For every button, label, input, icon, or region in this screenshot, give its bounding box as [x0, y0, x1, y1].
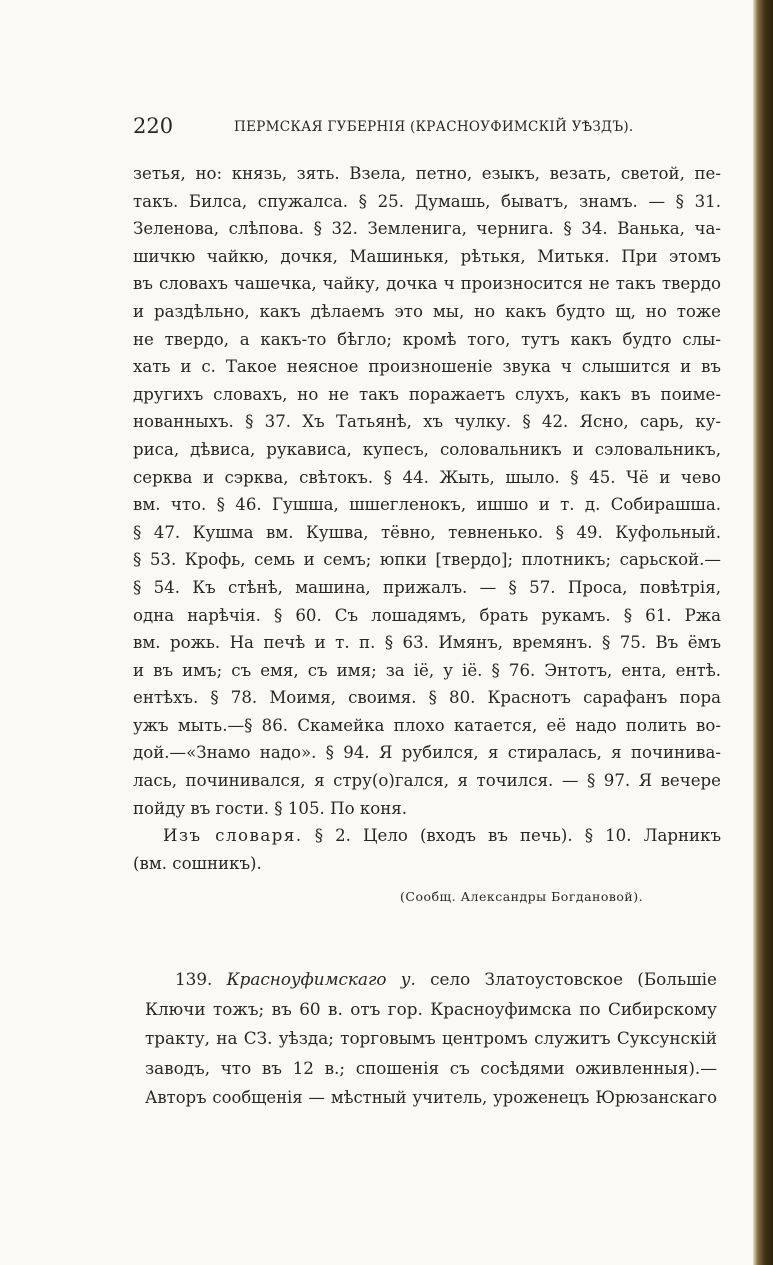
text-line: не твердо, а какъ-то бѣгло; кромѣ того, тутъ какъ будто слы- — [133, 329, 721, 349]
dictionary-entries: § 2. Цело (входъ въ печь). § 10. Ларникъ — [314, 826, 721, 846]
text-line: въ словахъ чашечка, чайку, дочка ч произносится не такъ твердо — [133, 274, 721, 294]
text-line: серква и сэрква, свѣтокъ. § 44. Жыть, шыло. § 45. Чё и чево — [133, 467, 721, 487]
text-line: хать и с. Такое неясное произношеніе звука ч слышится и въ — [133, 357, 721, 377]
text-line: тракту, на СЗ. уѣзда; торговымъ центромъ служитъ Суксунскій — [145, 1028, 717, 1049]
text-line: нованныхъ. § 37. Хъ Татьянѣ, хъ чулку. § 42. Ясно, сарь, ку- — [133, 412, 721, 432]
text-line: риса, дѣвиса, рукависа, купесъ, соловальникъ и сэловальникъ, — [133, 439, 721, 459]
dictionary-line — [133, 822, 721, 850]
contributor-signature: (Сообщ. Александры Богдановой). — [400, 889, 644, 904]
text-line: лась, починивался, я стру(о)гался, я точился. — § 97. Я вечере — [133, 771, 721, 791]
text-line: § 47. Кушма вм. Кушва, тёвно, тевненько. § 49. Куфольный. — [133, 522, 721, 542]
text-line: заводъ, что въ 12 в.; спошенія съ сосѣдями оживленныя).— — [145, 1057, 717, 1078]
page-number: 220 — [133, 114, 174, 138]
text-line: пойду въ гости. § 105. По коня. — [133, 798, 407, 818]
text-line: Ключи тожъ; въ 60 в. отъ гор. Красноуфимска по Сибирскому — [145, 998, 717, 1019]
body-text — [133, 160, 721, 877]
district-name: Красноуфимскаго у. — [226, 969, 416, 989]
text-line: такъ. Билса, спужалса. § 25. Думашь, быватъ, знамъ. — § 31. — [133, 191, 721, 211]
book-spine-shadow — [753, 0, 773, 1265]
text-line: одна нарѣчія. § 60. Съ лошадямъ, брать рукамъ. § 61. Ржа — [133, 605, 721, 625]
text-line: дой.—«Знамо надо». § 94. Я рубился, я стиралась, я починива- — [133, 743, 721, 763]
text-line: вм. рожь. На печѣ и т. п. § 63. Имянъ, времянъ. § 75. Въ ёмъ — [133, 633, 721, 653]
section-heading-rest: село Златоустовское (Большіе — [430, 969, 717, 989]
text-line: ентѣхъ. § 78. Моимя, своимя. § 80. Краснотъ сарафанъ пора — [133, 688, 721, 708]
text-line: Авторъ сообщенія — мѣстный учитель, уроженецъ Юрюзанскаго — [145, 1088, 717, 1108]
text-line: шичкю чайкю, дочкя, Машинькя, рѣтькя, Митькя. При этомъ — [133, 246, 721, 266]
text-line: Зеленова, слѣпова. § 32. Земленига, чернига. § 34. Ванька, ча- — [133, 219, 721, 239]
text-line: другихъ словахъ, но не такъ поражаетъ слухъ, какъ въ поиме- — [133, 384, 721, 404]
text-line: § 53. Крофь, семь и семъ; юпки [твердо]; плотникъ; сарьской.— — [133, 550, 721, 570]
section-heading-line — [145, 965, 717, 995]
section-number: 139. — [175, 969, 213, 989]
text-line: зетья, но: князь, зять. Взела, петно, езыкъ, везать, светой, пе- — [133, 164, 721, 183]
section-139 — [145, 965, 717, 1113]
text-line: и раздѣльно, какъ дѣлаемъ это мы, но какъ будто щ, но тоже — [133, 301, 721, 321]
text-line: § 54. Къ стѣнѣ, машина, прижалъ. — § 57. Проса, повѣтрія, — [133, 577, 721, 597]
running-title: ПЕРМСКАЯ ГУБЕРНІЯ (КРАСНОУФИМСКІЙ УѢЗДЪ). — [234, 119, 634, 135]
dictionary-line-2: (вм. сошникъ). — [133, 853, 262, 873]
page-header — [133, 114, 633, 140]
dictionary-label: Изъ словаря. — [163, 826, 303, 846]
text-line: ужъ мыть.—§ 86. Скамейка плохо катается, её надо полить во- — [133, 715, 721, 735]
text-line: вм. что. § 46. Гушша, шшегленокъ, ишшо и т. д. Собирашша. — [133, 495, 721, 515]
text-line: и въ имъ; съ емя, съ имя; за iё, у iё. § 76. Энтотъ, ента, ентѣ. — [133, 660, 721, 680]
